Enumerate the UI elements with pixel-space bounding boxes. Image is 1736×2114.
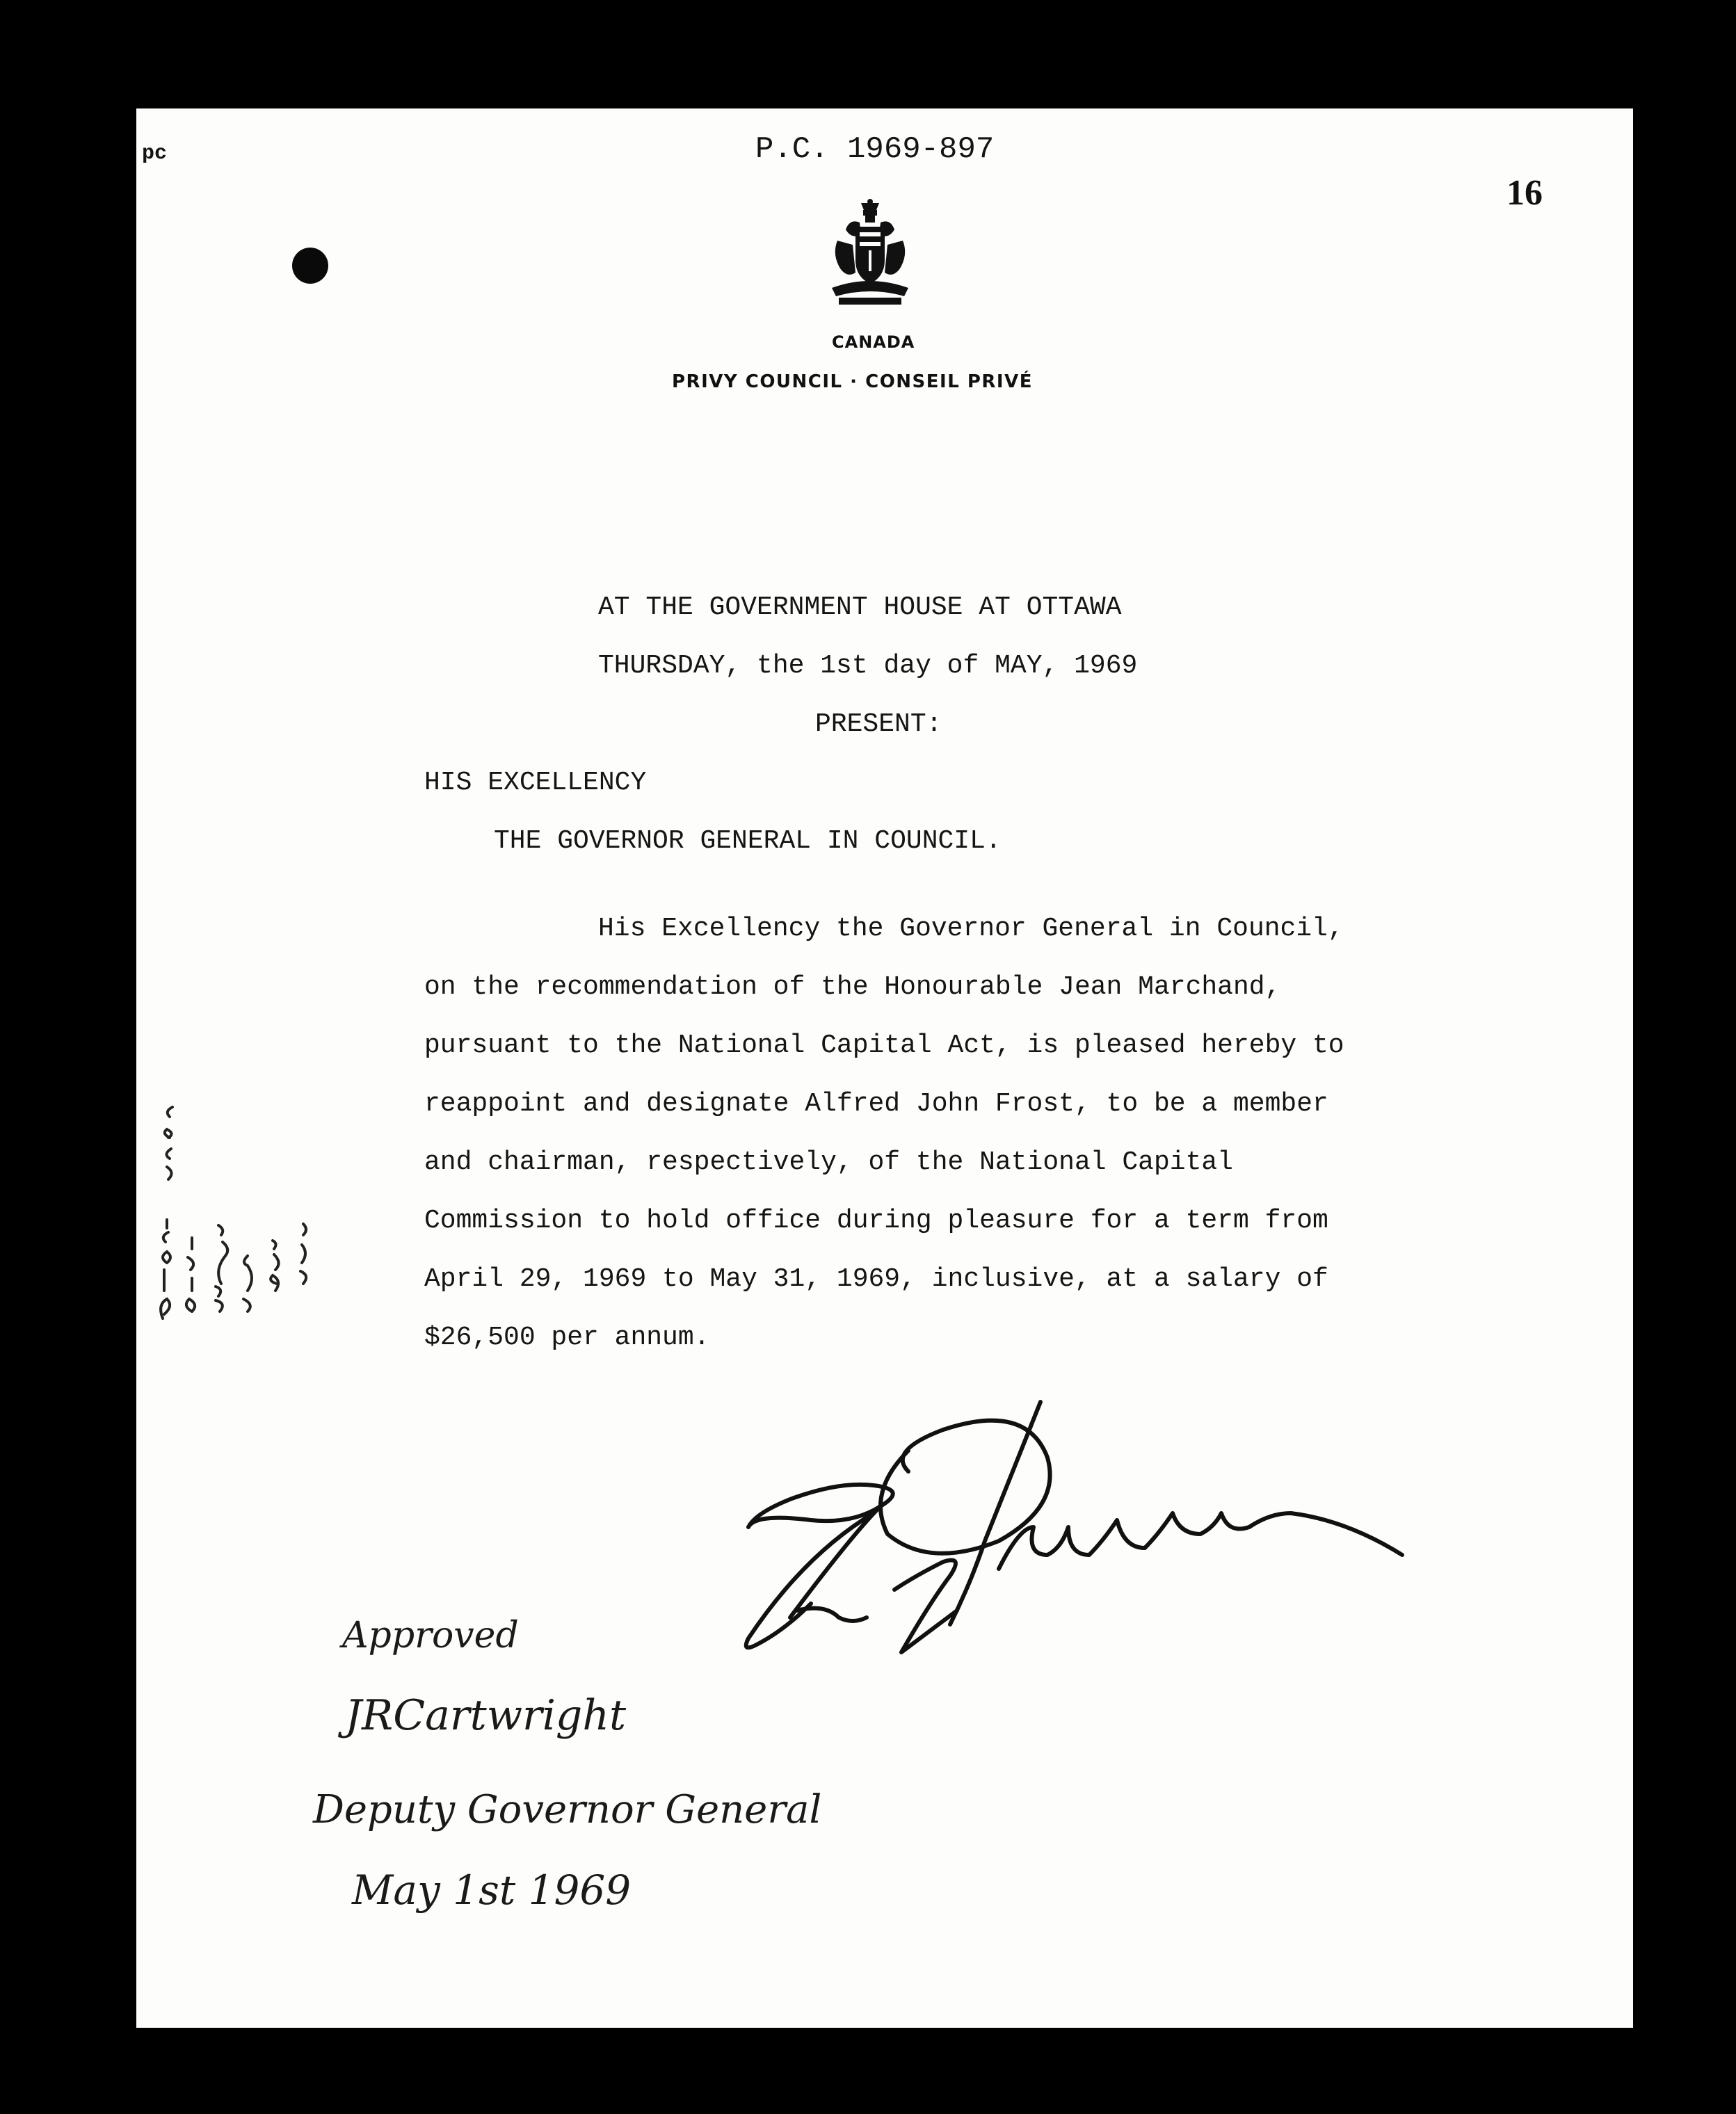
approved-note: Approved [342, 1615, 519, 1656]
order-paragraph-line: and chairman, respectively, of the National Capital [424, 1147, 1233, 1177]
approver-signature: JRCartwright [345, 1691, 627, 1740]
country-label: CANADA [832, 332, 915, 352]
coat-of-arms-icon [825, 199, 915, 310]
governor-general-in-council: THE GOVERNOR GENERAL IN COUNCIL. [494, 826, 1002, 856]
council-label: PRIVY COUNCIL · CONSEIL PRIVÉ [672, 371, 1033, 392]
handwritten-margin-note [143, 1026, 317, 1325]
approver-title: Deputy Governor General [313, 1787, 822, 1832]
page-number: 16 [1506, 173, 1543, 213]
order-paragraph-line: reappoint and designate Alfred John Frost, to be a member [424, 1089, 1328, 1119]
order-paragraph-line: $26,500 per annum. [424, 1323, 710, 1353]
order-paragraph-line: on the recommendation of the Honourable Jean Marchand, [424, 972, 1281, 1002]
order-paragraph-line: pursuant to the National Capital Act, is pleased hereby to [424, 1031, 1344, 1060]
punch-hole [292, 248, 328, 284]
order-paragraph-line: His Excellency the Governor General in Council, [598, 914, 1344, 944]
order-number: P.C. 1969-897 [755, 132, 995, 167]
signature-icon [707, 1360, 1611, 1708]
meeting-date: THURSDAY, the 1st day of MAY, 1969 [598, 651, 1138, 681]
order-paragraph-line: April 29, 1969 to May 31, 1969, inclusive, at a salary of [424, 1264, 1328, 1294]
order-paragraph-line: Commission to hold office during pleasure for a term from [424, 1206, 1328, 1236]
his-excellency: HIS EXCELLENCY [424, 768, 647, 798]
present-heading: PRESENT: [815, 709, 942, 739]
corner-mark: pc [142, 142, 168, 166]
document-page [136, 108, 1633, 2028]
approval-date: May 1st 1969 [352, 1866, 632, 1914]
meeting-location: AT THE GOVERNMENT HOUSE AT OTTAWA [598, 592, 1122, 622]
